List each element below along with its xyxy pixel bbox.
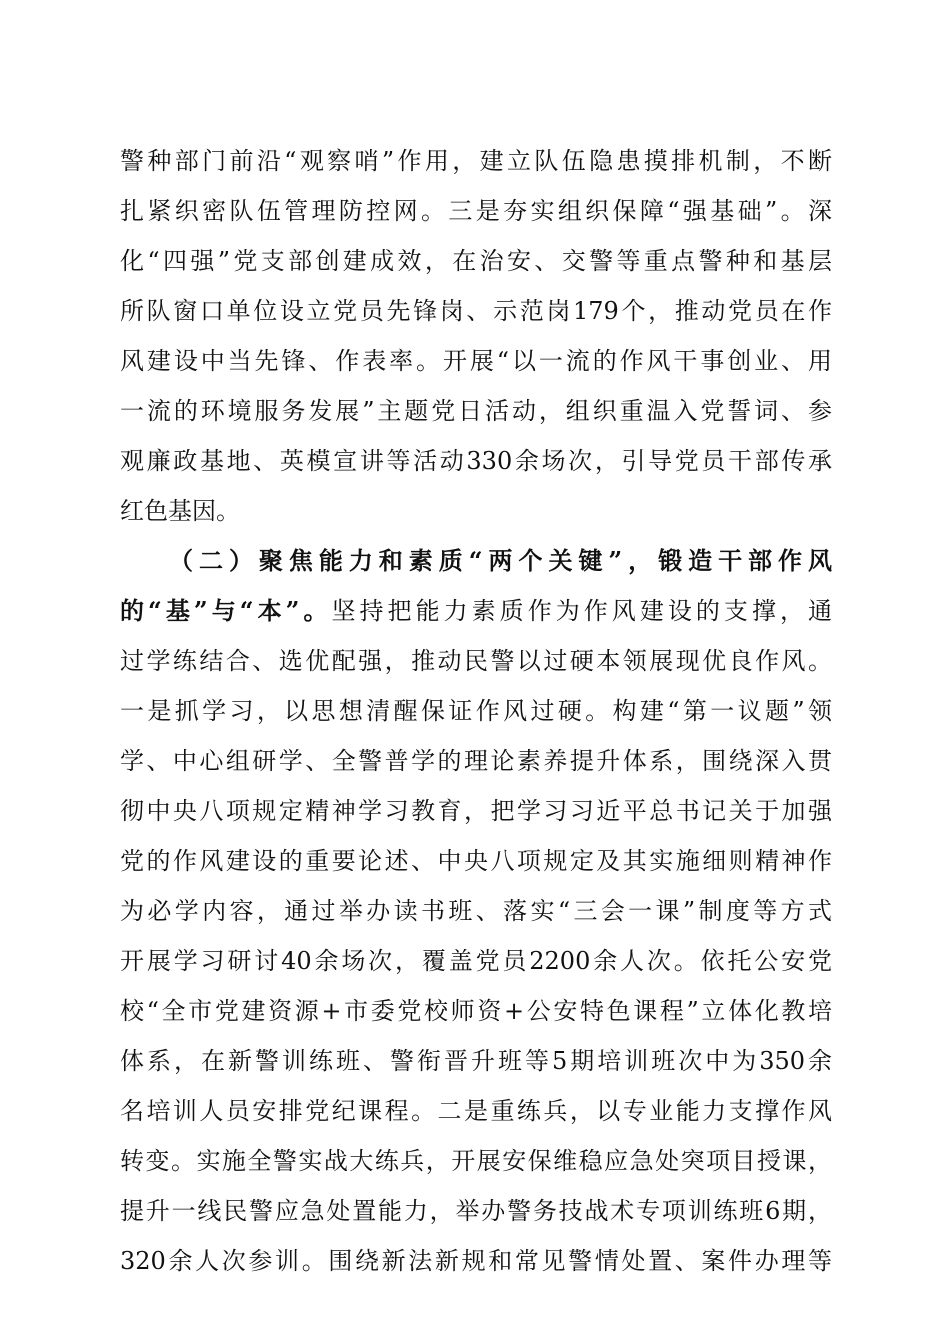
section-heading-tail: 的“基”与“本”。	[120, 596, 332, 625]
text-line: 提升一线民警应急处置能力，举办警务技战术专项训练班6期，	[120, 1197, 832, 1225]
text-line: 观廉政基地、英模宣讲等活动330余场次，引导党员干部传承	[120, 447, 832, 475]
text-line: 化“四强”党支部创建成效，在治安、交警等重点警种和基层	[120, 247, 832, 275]
text-line: 风建设中当先锋、作表率。开展“以一流的作风干事创业、用	[120, 347, 832, 375]
text-line: 体系，在新警训练班、警衔晋升班等5期培训班次中为350余	[120, 1047, 832, 1075]
text-line: 扎紧织密队伍管理防控网。三是夯实组织保障“强基础”。深	[120, 197, 832, 225]
section-heading: （二）聚焦能力和素质“两个关键”，锻造干部作风	[169, 546, 832, 575]
text-line: 党的作风建设的重要论述、中央八项规定及其实施细则精神作	[120, 847, 832, 875]
text-line: 校“全市党建资源+市委党校师资+公安特色课程”立体化教培	[120, 997, 832, 1025]
text-line: 学、中心组研学、全警普学的理论素养提升体系，围绕深入贯	[120, 747, 832, 775]
text-line: 彻中央八项规定精神学习教育，把学习习近平总书记关于加强	[120, 797, 832, 825]
text-line: 一是抓学习，以思想清醒保证作风过硬。构建“第一议题”领	[120, 697, 832, 725]
text-line: 警种部门前沿“观察哨”作用，建立队伍隐患摸排机制，不断	[120, 147, 832, 175]
text-line: 红色基因。	[120, 497, 240, 525]
paragraph-text: 坚持把能力素质作为作风建设的支撑，通	[331, 597, 833, 625]
text-line: 为必学内容，通过举办读书班、落实“三会一课”制度等方式	[120, 897, 832, 925]
text-line: 开展学习研讨40余场次，覆盖党员2200余人次。依托公安党	[120, 947, 832, 975]
heading-continuation-line	[120, 589, 832, 633]
text-line: 所队窗口单位设立党员先锋岗、示范岗179个，推动党员在作	[120, 297, 832, 325]
text-line: 一流的环境服务发展”主题党日活动，组织重温入党誓词、参	[120, 397, 832, 425]
text-line: 名培训人员安排党纪课程。二是重练兵，以专业能力支撑作风	[120, 1097, 832, 1125]
text-line: 320余人次参训。围绕新法新规和常见警情处置、案件办理等	[120, 1247, 832, 1275]
text-line: 转变。实施全警实战大练兵，开展安保维稳应急处突项目授课，	[120, 1147, 832, 1175]
text-line: 过学练结合、选优配强，推动民警以过硬本领展现优良作风。	[120, 647, 832, 675]
